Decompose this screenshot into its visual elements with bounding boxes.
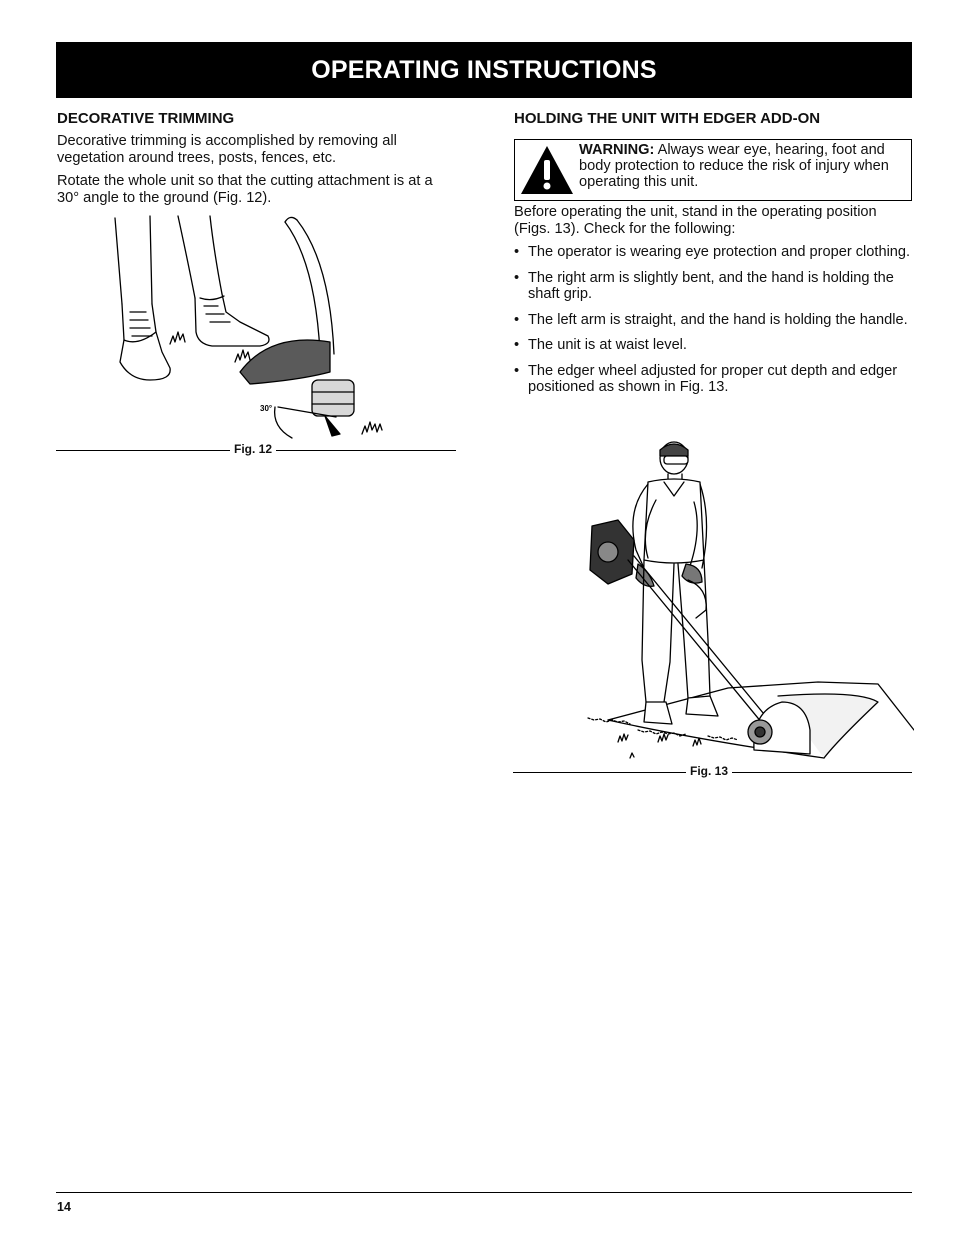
warning-body: Always wear eye, hearing, foot and body protection to reduce the risk of injury when operating this unit. [579, 142, 889, 190]
page-title: OPERATING INSTRUCTIONS [311, 55, 657, 84]
checklist [514, 244, 912, 396]
list-item: • The left arm is straight, and the hand is holding the handle. [514, 312, 912, 329]
decorative-trimming-section [57, 110, 457, 213]
section-heading-edger: HOLDING THE UNIT WITH EDGER ADD-ON [514, 110, 821, 127]
edger-section [514, 110, 912, 133]
fig-13-illustration [578, 440, 914, 764]
warning-box [514, 139, 912, 201]
edger-checklist [514, 204, 912, 405]
list-item: • The right arm is slightly bent, and the hand is holding the shaft grip. [514, 270, 912, 303]
fig-13-caption: Fig. 13 [686, 764, 732, 778]
warning-text [579, 142, 905, 190]
angle-label: 30° [260, 404, 273, 413]
list-item: • The edger wheel adjusted for proper cut depth and edger positioned as shown in Fig. 13. [514, 363, 912, 396]
paragraph-1: Decorative trimming is accomplished by removing all vegetation around trees, posts, fences, etc. [57, 133, 397, 166]
list-item: • The operator is wearing eye protection and proper clothing. [514, 244, 912, 261]
page-number: 14 [57, 1200, 71, 1214]
edger-intro: Before operating the unit, stand in the operating position (Figs. 13). Check for the following: [514, 204, 877, 237]
fig-12-caption: Fig. 12 [230, 442, 276, 456]
page-title-banner [56, 42, 912, 98]
section-heading-decorative-trimming: DECORATIVE TRIMMING [57, 110, 235, 127]
paragraph-2: Rotate the whole unit so that the cutting attachment is at a 30° angle to the ground (Fig. 12). [57, 173, 433, 206]
warning-triangle-icon [519, 144, 575, 196]
fig-12-illustration [100, 212, 410, 444]
list-item: • The unit is at waist level. [514, 337, 912, 354]
warning-label: WARNING: [579, 142, 655, 158]
footer-rule [56, 1192, 912, 1193]
